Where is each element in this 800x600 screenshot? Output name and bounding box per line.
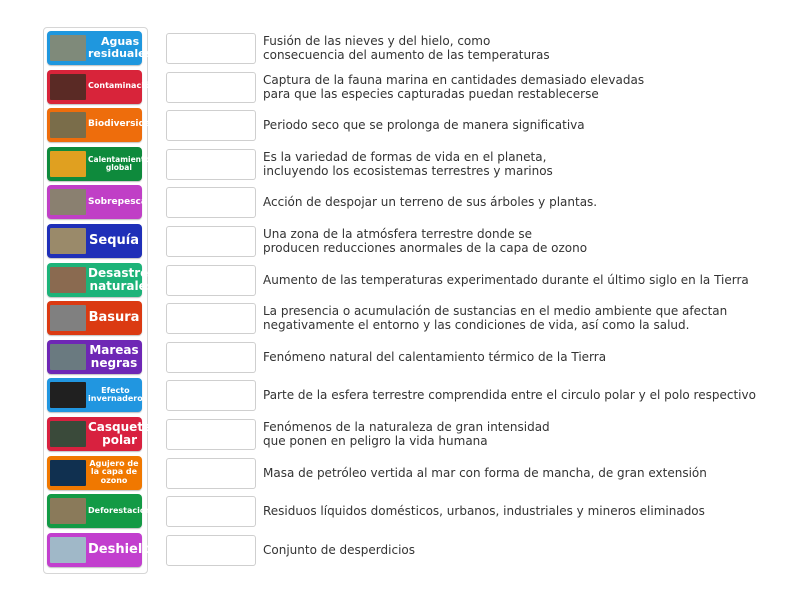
drop-slot[interactable] (166, 342, 256, 373)
drop-slot[interactable] (166, 496, 256, 527)
card-image (50, 498, 86, 524)
definition-text: Una zona de la atmósfera terrestre donde se producen reducciones anormales de la capa de ozono (263, 227, 588, 255)
card-image (50, 228, 86, 254)
card-image (50, 537, 86, 563)
definition-text: Parte de la esfera terrestre comprendida entre el circulo polar y el polo respectivo (263, 388, 756, 403)
card-image (50, 344, 86, 370)
draggable-card[interactable] (47, 263, 156, 297)
draggable-card[interactable] (47, 301, 142, 335)
card-label: Efecto invernadero (88, 386, 143, 404)
drop-slot[interactable] (166, 458, 256, 489)
card-label: Aguas residuales (88, 35, 153, 60)
drop-slot[interactable] (166, 419, 256, 450)
card-label: Agujero de la capa de ozono (89, 459, 139, 485)
draggable-card[interactable] (47, 31, 153, 65)
draggable-card[interactable] (47, 340, 142, 374)
drop-slot[interactable] (166, 72, 256, 103)
definition-text: Es la variedad de formas de vida en el planeta, incluyendo los ecosistemas terrestres y marinos (263, 149, 553, 178)
definition-text: La presencia o acumulación de sustancias en el medio ambiente que afectan negativamente el entorno y las condiciones de vida, así como la salud. (263, 304, 728, 333)
drop-slot[interactable] (166, 380, 256, 411)
definition-text: Masa de petróleo vertida al mar con forma de mancha, de gran extensión (263, 465, 707, 480)
card-image (50, 305, 86, 331)
drop-slot[interactable] (166, 149, 256, 180)
card-label: Calentamiento global (88, 154, 150, 172)
card-label: Contaminación (88, 81, 156, 91)
card-label: Sequía (89, 233, 139, 249)
drop-slot[interactable] (166, 226, 256, 257)
card-label: Desastres naturales (88, 266, 156, 293)
draggable-card[interactable] (47, 378, 142, 412)
card-label: Basura (88, 310, 140, 326)
draggable-card[interactable] (47, 108, 158, 142)
drop-slot[interactable] (166, 33, 256, 64)
definition-text: Residuos líquidos domésticos, urbanos, industriales y mineros eliminados (263, 504, 705, 519)
definition-text: Aumento de las temperaturas experimentado durante el último siglo en la Tierra (263, 272, 749, 287)
definition-text: Acción de despojar un terreno de sus árboles y plantas. (263, 195, 598, 210)
definition-text: Fenómenos de la naturaleza de gran intensidad que ponen en peligro la vida humana (263, 420, 550, 448)
draggable-card[interactable] (47, 224, 142, 258)
card-image (50, 382, 86, 408)
card-label: Deforestación (88, 505, 152, 515)
card-label: Casquete polar (88, 420, 152, 447)
drop-slot[interactable] (166, 110, 256, 141)
draggable-card[interactable] (47, 147, 150, 181)
draggable-card[interactable] (47, 494, 152, 528)
definition-text: Fusión de las nieves y del hielo, como consecuencia del aumento de las temperaturas (263, 34, 550, 62)
card-image (50, 421, 86, 447)
card-image (50, 267, 86, 293)
card-image (50, 74, 86, 100)
card-label: Sobrepesca (88, 196, 147, 207)
drop-slot[interactable] (166, 265, 256, 296)
card-image (50, 189, 86, 215)
card-label: Biodiversidad (88, 119, 158, 130)
draggable-card[interactable] (47, 533, 152, 567)
card-label: Deshielo (88, 541, 152, 557)
draggable-card[interactable] (47, 456, 142, 490)
definition-text: Captura de la fauna marina en cantidades demasiado elevadas para que las especies capturadas puedan restablecerse (263, 72, 645, 101)
drop-slot[interactable] (166, 303, 256, 334)
drop-slot[interactable] (166, 187, 256, 218)
card-image (50, 112, 86, 138)
drop-slot[interactable] (166, 535, 256, 566)
draggable-card[interactable] (47, 70, 156, 104)
definition-text: Fenómeno natural del calentamiento térmico de la Tierra (263, 349, 607, 364)
card-image (50, 35, 86, 61)
definition-text: Periodo seco que se prolonga de manera significativa (263, 118, 585, 133)
definition-text: Conjunto de desperdicios (263, 542, 415, 557)
card-image (50, 151, 86, 177)
draggable-card[interactable] (47, 417, 152, 451)
card-label: Mareas negras (89, 343, 139, 370)
draggable-card[interactable] (47, 185, 147, 219)
card-image (50, 460, 86, 486)
